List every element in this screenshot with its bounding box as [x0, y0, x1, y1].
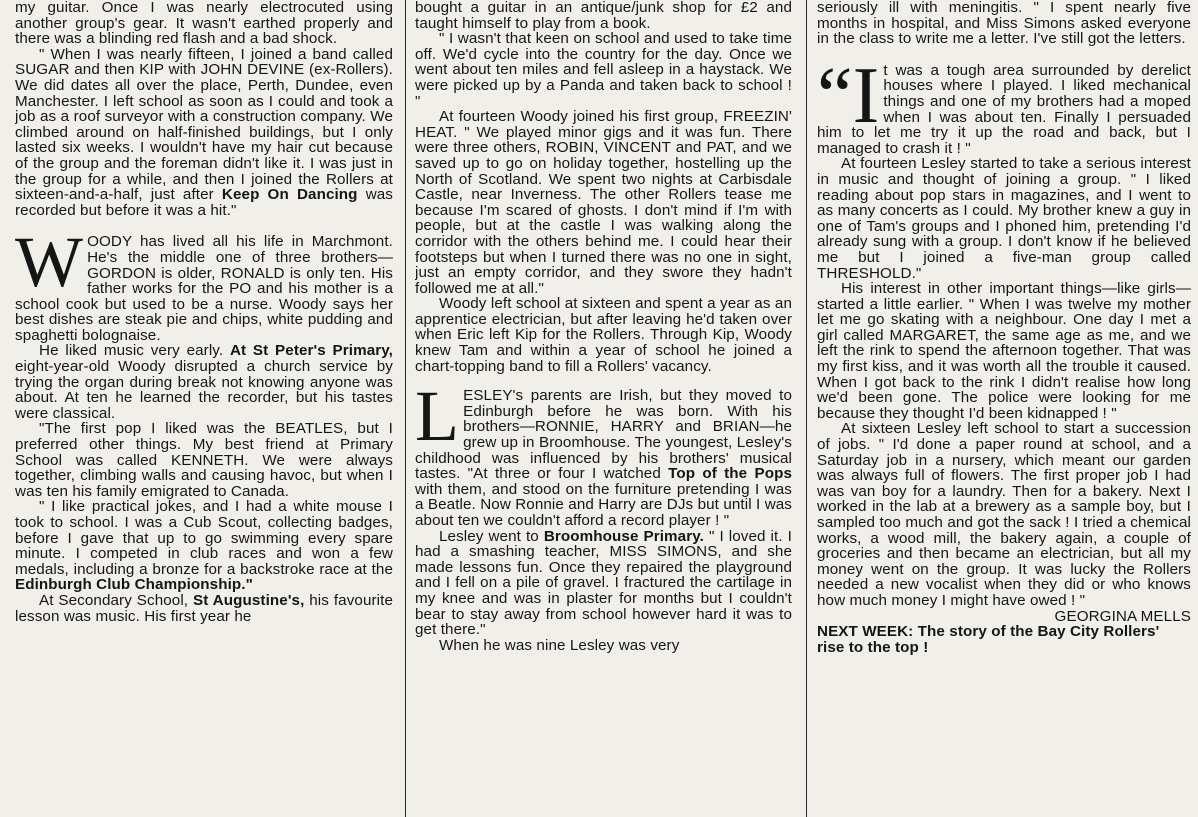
- paragraph: " I wasn't that keen on school and used to take time off. We'd cycle into the country for the day. Once we went about ten miles and fell asleep in a haystack. We were picked up by a Panda and taken back to school ! ": [415, 30, 792, 110]
- next-week-teaser: NEXT WEEK: The story of the Bay City Rollers' rise to the top !: [817, 623, 1160, 656]
- paragraph: At fourteen Woody joined his first group, FREEZIN' HEAT. " We played minor gigs and it was fun. There were three others, ROBIN, VINCENT and PAT, and we saved up to go on holiday together, hostelling up the North of Scotland. We spent two nights at Carbisdale Castle, near Inverness. The other Rollers tease me because I'm scared of ghosts. I don't mind if I'm with people, but at the castle I was walking along the corridor with the others behind me. I could hear their footsteps but when I turned there was no one in sight, just an empty corridor, and they swore they hadn't followed me at all.": [415, 108, 792, 297]
- paragraph: He liked music very early. At St Peter's Primary, eight-year-old Woody disrupted a church service by trying the organ during break not knowing anyone was about. At ten he learned the recorder, but his tastes were classical.: [15, 342, 393, 422]
- author-signature: GEORGINA MELLS: [1054, 607, 1191, 625]
- section-intro-lesley: LESLEY's parents are Irish, but they moved to Edinburgh before he was born. With his brothers—RONNIE, HARRY and BRIAN—he grew up in Broomhouse. The youngest, Lesley's childhood was influenced by his brothers' musical tastes. "At three or four I watched Top of the Pops with them, and stood on the furniture pretending I was a Beatle. Now Ronnie and Harry are DJs but until I was about ten we couldn't afford a record player ! ": [415, 376, 792, 529]
- paragraph: "The first pop I liked was the BEATLES, but I preferred other things. My best friend at Primary School was called KENNETH. We were always together, climbing walls and causing havoc, but when I was ten his family emigrated to Canada.: [15, 420, 393, 500]
- paragraph: When he was nine Lesley was very: [439, 636, 680, 654]
- column-rule-left: [405, 0, 406, 817]
- paragraph: At Secondary School, St Augustine's, his favourite lesson was music. His first year he: [15, 591, 393, 625]
- paragraph: At sixteen Lesley left school to start a succession of jobs. " I'd done a paper round at school, and a Saturday job in a nursery, which meant our garden was always full of flowers. The first proper job I had was van boy for a laundry. Then for a bakery. Next I worked in the lab at a brewery as a sample boy, but I sampled too much and got the sack ! I tried a chemical works, a wood mill, the bakery again, a couple of groceries and then became an electrician, but all my money went on the group. It was lucky the Rollers needed a new vocalist when they did or who knows how much money I might have owed ! ": [817, 420, 1191, 609]
- paragraph: His interest in other important things—like girls—started a little earlier. " When I was twelve my mother let me go skating with a neighbour. One day I met a girl called MARGARET, the same age as me, and we left the rink to spend the afternoon together. That was my first kiss, and it was worth all the trouble it caused. When I got back to the rink I didn't realise how long we'd been gone. The police were looking for me because they thought I'd been kidnapped ! ": [817, 280, 1191, 422]
- column-right: [817, 0, 1191, 817]
- column-middle: [415, 0, 792, 817]
- paragraph: Woody left school at sixteen and spent a year as an apprentice electrician, but after leaving he'd taken over when Eric left Kip for the Rollers. Through Kip, Woody knew Tam and within a year of school he joined a chart-topping band to fill a Rollers' vacancy.: [415, 295, 792, 375]
- song-title: Keep On Dancing: [221, 186, 358, 204]
- show-title: Top of the Pops: [668, 465, 792, 483]
- column-rule-right: [806, 0, 807, 817]
- paragraph: seriously ill with meningitis. " I spent nearly five months in hospital, and Miss Simons asked everyone in the class to write me a letter. I've still got the letters.: [817, 0, 1191, 48]
- paragraph: bought a guitar in an antique/junk shop for £2 and taught himself to play from a book.: [415, 0, 792, 32]
- column-left: [15, 0, 393, 817]
- paragraph: " When I was nearly fifteen, I joined a band called SUGAR and then KIP with JOHN DEVINE (ex-Rollers). We did dates all over the place, Perth, Dundee, even Manchester. I left school as soon as I could and took a job as a roof surveyor with a construction company. We climbed around on half-finished buildings, but I only lasted six weeks. I wouldn't have my hair cut because of the group and the foreman didn't like it. I was just in the group for a while, and then I joined the Rollers at sixteen-and-a-half, just after Keep On Dancing was recorded but before it was a hit.": [15, 45, 393, 219]
- drop-cap: W: [15, 222, 84, 303]
- drop-cap: L: [415, 376, 460, 457]
- paragraph: At fourteen Lesley started to take a serious interest in music and thought of joining a group. " I liked reading about pop stars in magazines, and I went to as many concerts as I could. My brother knew a guy in one of Tam's groups and I phoned him, pretending I'd already sung with a group. I don't know if he believed me but I joined a five-man group called THRESHOLD.": [817, 155, 1191, 282]
- section-intro-woody: WOODY has lived all his life in Marchmont. He's the middle one of three brothers—GORDON is older, RONALD is only ten. His father works for the PO and his mother is a school cook but used to be a nurse. Woody says her best dishes are steak pie and chips, white pudding and spaghetti bolognaise.: [15, 222, 393, 344]
- paragraph: Lesley went to Broomhouse Primary. " I loved it. I had a smashing teacher, MISS SIMONS, and she made lessons fun. Once they repaired the playground and I fell on a pile of gravel. I fractured the cartilage in my knee and was in plaster for months but I couldn't bear to stay away from school however hard it was to get there.": [415, 527, 792, 639]
- paragraph: " I like practical jokes, and I had a white mouse I took to school. I was a Cub Scout, collecting badges, before I gave that up to go swimming every spare minute. I competed in club races and won a few medals, including a bronze for a backstroke race at the Edinburgh Club Championship.": [15, 498, 393, 594]
- section-intro-quote: “It was a tough area surrounded by derelict houses where I played. I liked mechanical things and one of my brothers had a moped when I was about ten. Finally I persuaded him to let me try it up the road and back, but I managed to crash it ! ": [817, 51, 1191, 157]
- paragraph: my guitar. Once I was nearly electrocuted using another group's gear. It wasn't earthed properly and there was a blinding red flash and a bad shock.: [15, 0, 393, 48]
- drop-cap: “I: [817, 51, 880, 140]
